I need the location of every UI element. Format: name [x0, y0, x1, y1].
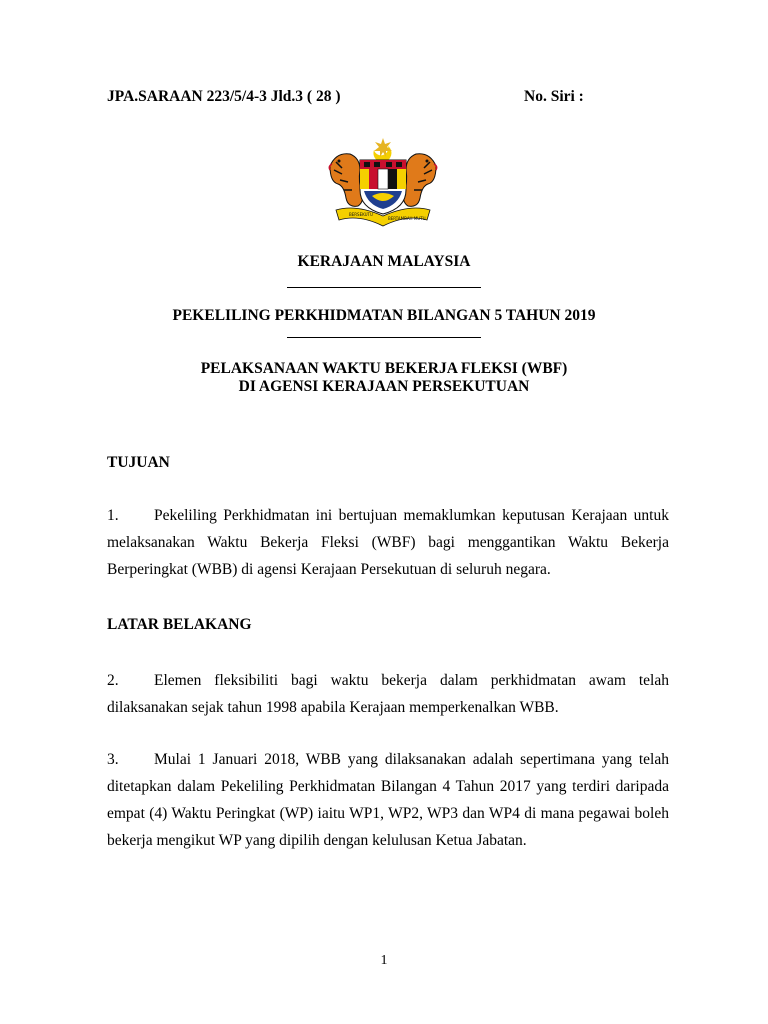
paragraph-text: Mulai 1 Januari 2018, WBB yang dilaksanakan adalah sepertimana yang telah ditetapkan dalam Pekeliling Perkhidmatan Bilangan 4 Tahun 2017 yang terdiri daripada empat (4) Waktu Peringkat (WP) iaitu WP1, WP2, WP3 dan WP4 di mana pegawai boleh bekerja mengikut WP yang dipilih dengan kelulusan Ketua Jabatan.	[107, 751, 669, 849]
paragraph-text: Pekeliling Perkhidmatan ini bertujuan memaklumkan keputusan Kerajaan untuk melaksanakan Waktu Bekerja Fleksi (WBF) bagi menggantikan Waktu Bekerja Berperingkat (WBB) di agensi Kerajaan Persekutuan di seluruh negara.	[107, 507, 669, 578]
reference-number: JPA.SARAAN 223/5/4-3 Jld.3 ( 28 )	[107, 88, 341, 105]
background-heading: LATAR BELAKANG	[107, 616, 252, 633]
motto-left-text: BERSEKUTU	[349, 212, 373, 217]
paragraph-number: 2.	[107, 672, 119, 689]
divider-1	[287, 287, 481, 288]
page-number: 1	[380, 953, 388, 968]
paragraph-3	[107, 746, 669, 854]
paragraph-number: 3.	[107, 751, 119, 768]
divider-2	[287, 337, 481, 338]
circular-title: PEKELILING PERKHIDMATAN BILANGAN 5 TAHUN 2019	[172, 307, 596, 324]
purpose-heading: TUJUAN	[107, 454, 170, 471]
serial-number-label: No. Siri :	[524, 88, 584, 105]
government-title: KERAJAAN MALAYSIA	[297, 253, 471, 270]
subject-line-2: DI AGENSI KERAJAAN PERSEKUTUAN	[238, 378, 530, 395]
paragraph-1	[107, 502, 669, 583]
paragraph-2	[107, 667, 669, 721]
malaysia-coat-of-arms-icon	[322, 136, 444, 228]
motto-right-text: BERTAMBAH MUTU	[388, 216, 426, 221]
paragraph-text: Elemen fleksibiliti bagi waktu bekerja dalam perkhidmatan awam telah dilaksanakan sejak tahun 1998 apabila Kerajaan memperkenalkan WBB.	[107, 672, 669, 716]
paragraph-number: 1.	[107, 507, 119, 524]
subject-line-1: PELAKSANAAN WAKTU BEKERJA FLEKSI (WBF)	[200, 360, 568, 377]
